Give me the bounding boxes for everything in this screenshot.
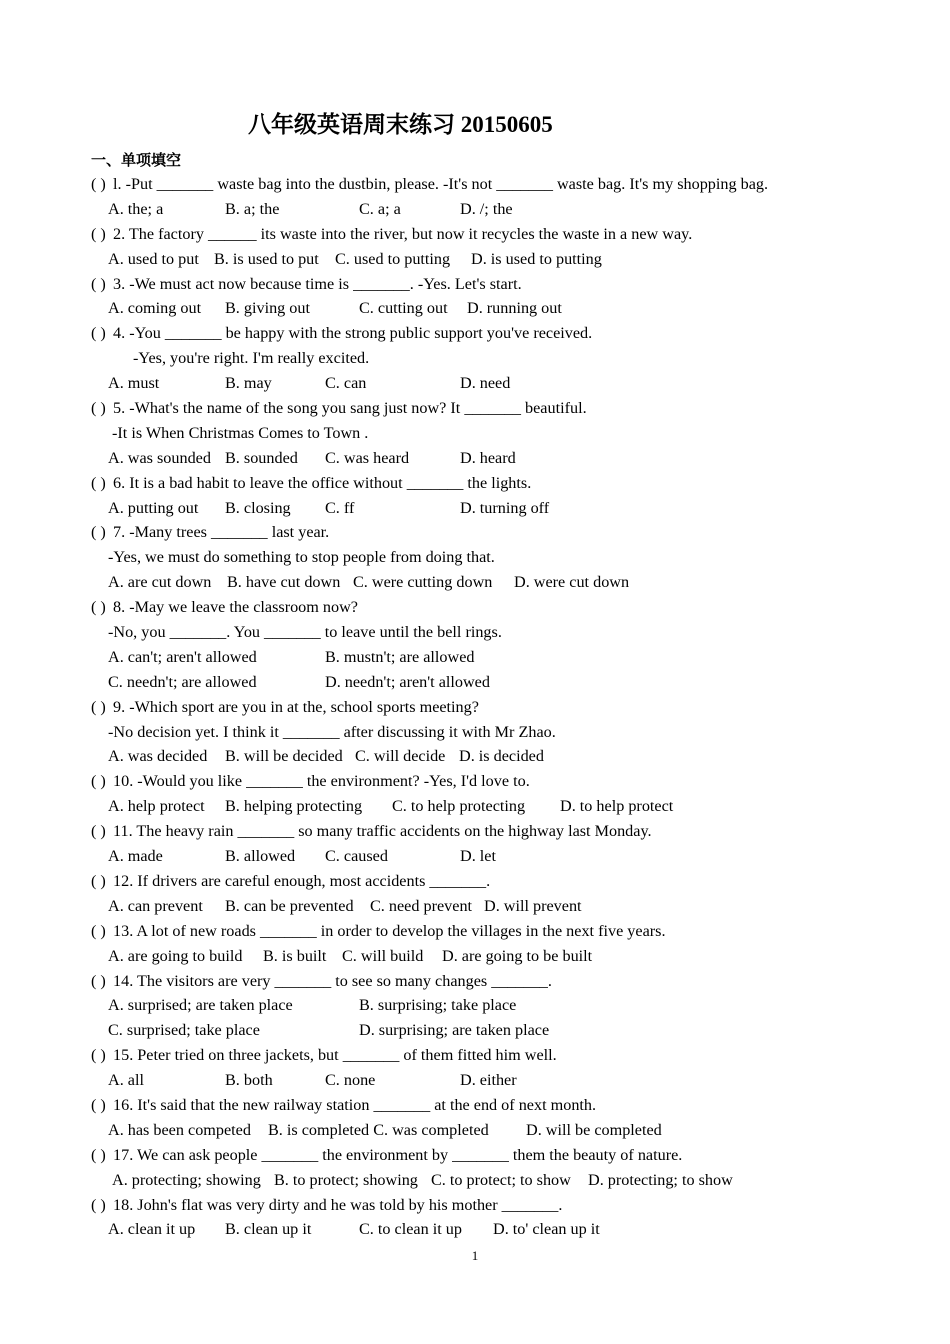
answer-option: A. the; a [108,199,164,218]
answer-blank: ( ) [91,871,106,890]
question-10 [0,769,950,794]
continuation-text: -Yes, we must do something to stop people from doing that. [108,548,495,567]
answer-option: B. surprising; take place [359,996,517,1015]
answer-option: C. none [325,1071,376,1090]
answer-option: B. is completed C. was completed [268,1120,489,1139]
answer-option: B. closing [225,498,291,517]
answer-option: C. needn't; are allowed [108,672,257,691]
answer-option: D. is used to putting [471,249,602,268]
answer-option: D. turning off [460,498,550,517]
answer-option: A. has been competed [108,1120,251,1139]
answer-option: B. will be decided [225,747,343,766]
option-row [0,670,950,695]
answer-option: A. putting out [108,498,199,517]
answer-option: B. mustn't; are allowed [325,647,475,666]
question-stem: 13. A lot of new roads _______ in order to develop the villages in the next five years. [113,921,666,940]
question-list [0,172,950,1242]
question-stem: 12. If drivers are careful enough, most accidents _______. [113,871,491,890]
section-heading: 一、单项填空 [91,151,182,169]
answer-option: D. /; the [460,199,513,218]
question-12 [0,869,950,894]
answer-option: B. is built [263,946,327,965]
question-3 [0,272,950,297]
question-stem: 18. John's flat was very dirty and he was told by his mother _______. [113,1195,563,1214]
answer-blank: ( ) [91,1046,106,1065]
answer-option: A. are going to build [108,946,243,965]
answer-blank: ( ) [91,175,106,193]
question-7 [0,520,950,545]
question-stem: 9. -Which sport are you in at the, school sports meeting? [113,697,479,716]
continuation-text: -No decision yet. I think it _______ after discussing it with Mr Zhao. [108,722,556,741]
question-11 [0,819,950,844]
answer-option: D. were cut down [514,573,630,592]
answer-option: D. to' clean up it [493,1220,600,1239]
question-1 [0,172,950,197]
answer-option: A. help protect [108,797,205,816]
answer-blank: ( ) [91,971,106,990]
answer-blank: ( ) [91,697,106,716]
answer-option: A. was decided [108,747,208,766]
question-stem: 2. The factory ______ its waste into the river, but now it recycles the waste in a new way. [113,224,693,243]
answer-blank: ( ) [91,224,106,243]
option-row [0,197,950,222]
question-stem: 6. It is a bad habit to leave the office without _______ the lights. [113,473,532,492]
answer-option: C. to clean it up [359,1220,462,1239]
answer-blank: ( ) [91,324,106,343]
answer-option: C. cutting out [359,299,448,318]
answer-option: D. let [460,847,496,866]
answer-option: C. need prevent [370,896,473,915]
answer-option: B. giving out [225,299,310,318]
option-row [0,371,950,396]
question-9 [0,695,950,720]
answer-option: A. clean it up [108,1220,196,1239]
answer-option: C. will decide [355,747,446,766]
answer-option: D. will be completed [526,1120,662,1139]
answer-option: D. is decided [459,747,544,766]
answer-blank: ( ) [91,1145,106,1164]
question-2 [0,222,950,247]
answer-option: A. used to put [108,249,199,268]
answer-option: C. can [325,374,367,393]
answer-option: A. was sounded [108,448,211,467]
answer-option: A. can't; aren't allowed [108,647,257,666]
answer-option: D. either [460,1071,517,1090]
question-stem: 4. -You _______ be happy with the strong public support you've received. [113,324,593,343]
question-4 [0,321,950,346]
answer-option: D. surprising; are taken place [359,1021,550,1040]
continuation-text: -It is When Christmas Comes to Town . [112,423,369,442]
answer-option: C. caused [325,847,388,866]
option-row [0,1217,950,1242]
answer-option: A. can prevent [108,896,203,915]
answer-option: B. have cut down [227,573,341,592]
question-16 [0,1093,950,1118]
answer-option: D. to help protect [560,797,674,816]
question-stem: 5. -What's the name of the song you sang just now? It _______ beautiful. [113,399,587,418]
question-continuation [0,720,950,745]
answer-option: B. may [225,374,272,393]
answer-blank: ( ) [91,921,106,940]
answer-option: B. both [225,1071,273,1090]
option-row [0,894,950,919]
answer-option: B. a; the [225,199,280,218]
question-stem: 14. The visitors are very _______ to see so many changes _______. [113,971,552,990]
question-stem: 10. -Would you like _______ the environment? -Yes, I'd love to. [113,772,530,791]
question-continuation [0,346,950,371]
question-8 [0,595,950,620]
answer-option: A. must [108,374,160,393]
question-13 [0,919,950,944]
question-14 [0,969,950,994]
answer-blank: ( ) [91,772,106,791]
answer-blank: ( ) [91,598,106,617]
option-row [0,744,950,769]
page-title: 八年级英语周末练习 20150605 [248,112,553,137]
option-row [0,296,950,321]
page-number: 1 [471,1248,479,1263]
option-row [0,1068,950,1093]
answer-option: D. needn't; aren't allowed [325,672,490,691]
answer-option: C. will build [342,946,424,965]
option-row [0,570,950,595]
option-row [0,446,950,471]
answer-blank: ( ) [91,1195,106,1214]
question-15 [0,1043,950,1068]
question-5 [0,396,950,421]
question-18 [0,1193,950,1218]
question-stem: l. -Put _______ waste bag into the dustbin, please. -It's not _______ waste bag. It's my shopping bag. [113,175,769,193]
continuation-text: -Yes, you're right. I'm really excited. [133,349,370,368]
question-stem: 15. Peter tried on three jackets, but _______ of them fitted him well. [113,1046,557,1065]
question-stem: 8. -May we leave the classroom now? [113,598,358,617]
answer-blank: ( ) [91,399,106,418]
question-continuation [0,620,950,645]
option-row [0,1018,950,1043]
answer-option: A. are cut down [108,573,212,592]
question-stem: 17. We can ask people _______ the environment by _______ them the beauty of nature. [113,1145,683,1164]
question-continuation [0,545,950,570]
answer-option: C. surprised; take place [108,1021,260,1040]
option-row [0,794,950,819]
answer-option: B. helping protecting [225,797,363,816]
answer-option: C. was heard [325,448,410,467]
answer-option: B. clean up it [225,1220,312,1239]
answer-option: A. surprised; are taken place [108,996,293,1015]
continuation-text: -No, you _______. You _______ to leave until the bell rings. [108,623,502,642]
answer-option: D. need [460,374,511,393]
option-row [0,1168,950,1193]
answer-option: A. made [108,847,163,866]
answer-option: B. is used to put [214,249,319,268]
answer-option: C. were cutting down [353,573,493,592]
question-stem: 3. -We must act now because time is _______. -Yes. Let's start. [113,274,522,293]
option-row [0,993,950,1018]
answer-blank: ( ) [91,822,106,841]
answer-blank: ( ) [91,274,106,293]
answer-option: B. can be prevented [225,896,354,915]
answer-option: B. sounded [225,448,298,467]
answer-option: D. protecting; to show [588,1170,733,1189]
option-row [0,1118,950,1143]
question-17 [0,1143,950,1168]
question-stem: 7. -Many trees _______ last year. [113,523,330,542]
option-row [0,496,950,521]
answer-blank: ( ) [91,1095,106,1114]
option-row [0,844,950,869]
answer-blank: ( ) [91,473,106,492]
answer-blank: ( ) [91,523,106,542]
answer-option: D. are going to be built [442,946,593,965]
answer-option: B. allowed [225,847,296,866]
answer-option: C. ff [325,498,355,517]
answer-option: D. will prevent [484,896,582,915]
option-row [0,944,950,969]
option-row [0,247,950,272]
question-stem: 16. It's said that the new railway station _______ at the end of next month. [113,1095,597,1114]
question-6 [0,471,950,496]
answer-option: D. running out [467,299,562,318]
answer-option: B. to protect; showing [274,1170,418,1189]
answer-option: A. coming out [108,299,202,318]
answer-option: D. heard [460,448,516,467]
question-continuation [0,421,950,446]
answer-option: C. to protect; to show [431,1170,571,1189]
answer-option: C. a; a [359,199,401,218]
question-stem: 11. The heavy rain _______ so many traffic accidents on the highway last Monday. [113,822,652,841]
answer-option: A. protecting; showing [112,1170,261,1189]
answer-option: C. used to putting [335,249,451,268]
answer-option: A. all [108,1071,144,1090]
answer-option: C. to help protecting [392,797,526,816]
option-row [0,645,950,670]
